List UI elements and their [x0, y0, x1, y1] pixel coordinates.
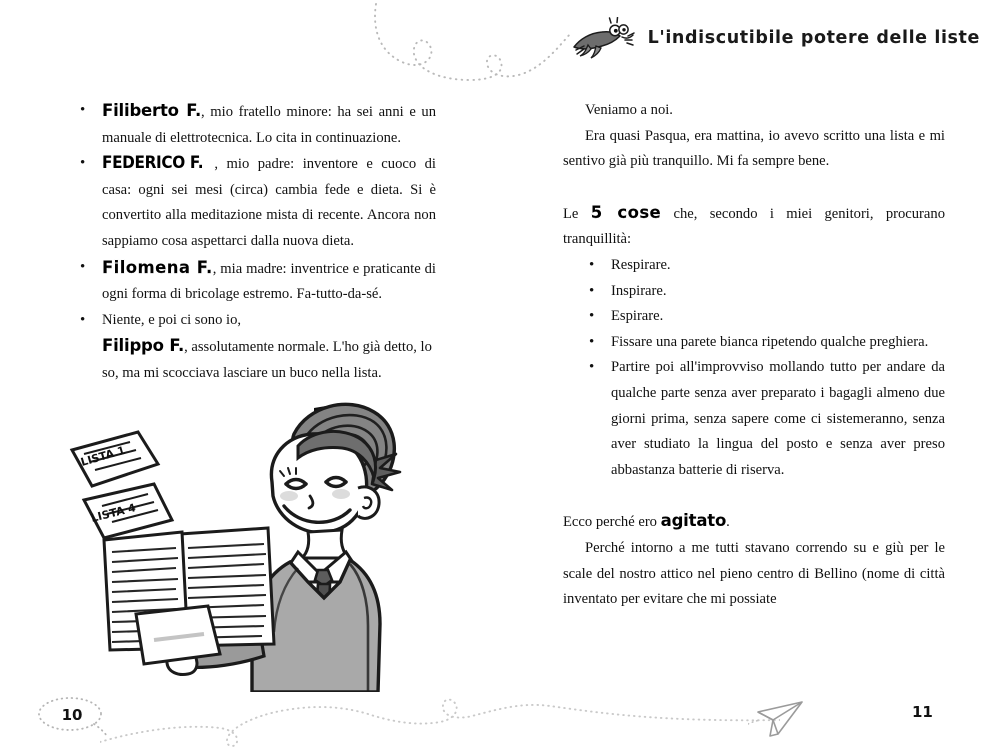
paragraph-veniamo: Veniamo a noi.	[585, 102, 673, 118]
family-desc-filiberto: , mio fratello minore: ha sei anni e un manuale di elettrotecnica. Lo cita in continuazione.	[102, 104, 437, 146]
closing-line	[563, 508, 945, 536]
left-text-column	[68, 98, 436, 387]
family-desc-filomena: , mia madre: inventrice e praticante di ogni forma di bricolage estremo. Fa-tutto-da-sé.	[102, 260, 436, 303]
list-intro-lead: Le	[563, 205, 591, 222]
flying-creature-icon	[566, 17, 638, 59]
page-header	[540, 14, 980, 62]
list-item	[68, 151, 436, 254]
family-name-filippo: Filippo F.	[102, 336, 185, 356]
list-item: • Partire poi all'improvviso mollando tutto per andare da qualche parte senza aver preparato i bagagli almeno due giorni prima, senza sapere come ci sistemeranno, senza aver studiato la lingua del posto e senza aver preso abbastanza batterie di riserva.	[563, 355, 945, 483]
calm-things-list	[563, 253, 945, 483]
list-item	[68, 98, 436, 151]
family-desc-federico: , mio padre: inventore e cuoco di casa: ogni sei mesi (circa) cambia fede e dieta. Si è convertito alla meditazione mista di recente. Ancora non sappiamo cosa aspettarci dalla nuova dieta.	[102, 156, 436, 249]
sheet-label-1: LISTA 1	[79, 443, 127, 469]
list-item: • Inspirare.	[563, 279, 945, 305]
boy-with-lists-illustration	[62, 392, 492, 692]
family-name-filiberto: Filiberto F.	[102, 101, 202, 120]
ear	[358, 487, 379, 518]
family-desc-filippo: , assolutamente normale. L'ho già detto, lo so, ma mi scocciava lasciare un buco nella lista.	[102, 339, 432, 381]
page-number-left-value: 10	[61, 706, 83, 724]
family-lead-filippo: Niente, e poi ci sono io,	[102, 311, 242, 328]
right-text-column	[563, 98, 945, 613]
page-title: L'indiscutibile potere delle liste	[647, 28, 980, 48]
family-name-federico: FEDERICO F.	[102, 153, 204, 174]
paragraph-bellino: Perché intorno a me tutti stavano correndo su e giù per le scale del nostro attico nel pieno centro di Bellino (nome di città inventato per evitare che mi possiate	[563, 539, 945, 608]
list-item	[68, 308, 436, 387]
page-number-left	[36, 694, 108, 736]
family-name-filomena: Filomena F.	[102, 257, 213, 277]
list-item: • Respirare.	[563, 253, 945, 279]
list-item	[68, 255, 436, 308]
list-intro	[563, 200, 945, 253]
neck	[302, 530, 348, 558]
sheet-lista-1	[72, 432, 158, 486]
emphasis-5-cose: 5 cose	[590, 202, 662, 222]
bottom-dotted-trail-icon	[100, 686, 780, 750]
paragraph-pasqua: Era quasi Pasqua, era mattina, io avevo scritto una lista e mi sentivo già più tranquillo. Mi fa sempre bene.	[563, 127, 945, 170]
paper-airplane-icon	[748, 694, 810, 740]
list-item: • Fissare una parete bianca ripetendo qualche preghiera.	[563, 330, 945, 356]
family-list	[68, 98, 436, 387]
closing-rest: .	[726, 514, 730, 531]
sheet-label-2: LISTA 4	[89, 501, 138, 525]
falling-sheet	[136, 606, 220, 664]
closing-lead: Ecco perché ero	[563, 514, 661, 531]
page-number-right: 11	[912, 703, 933, 721]
sheet-lista-4	[84, 484, 172, 538]
list-item: • Espirare.	[563, 304, 945, 330]
list-intro-rest: che, secondo i miei genitori, procurano tranquillità:	[563, 205, 945, 248]
emphasis-agitato: agitato	[660, 511, 727, 531]
